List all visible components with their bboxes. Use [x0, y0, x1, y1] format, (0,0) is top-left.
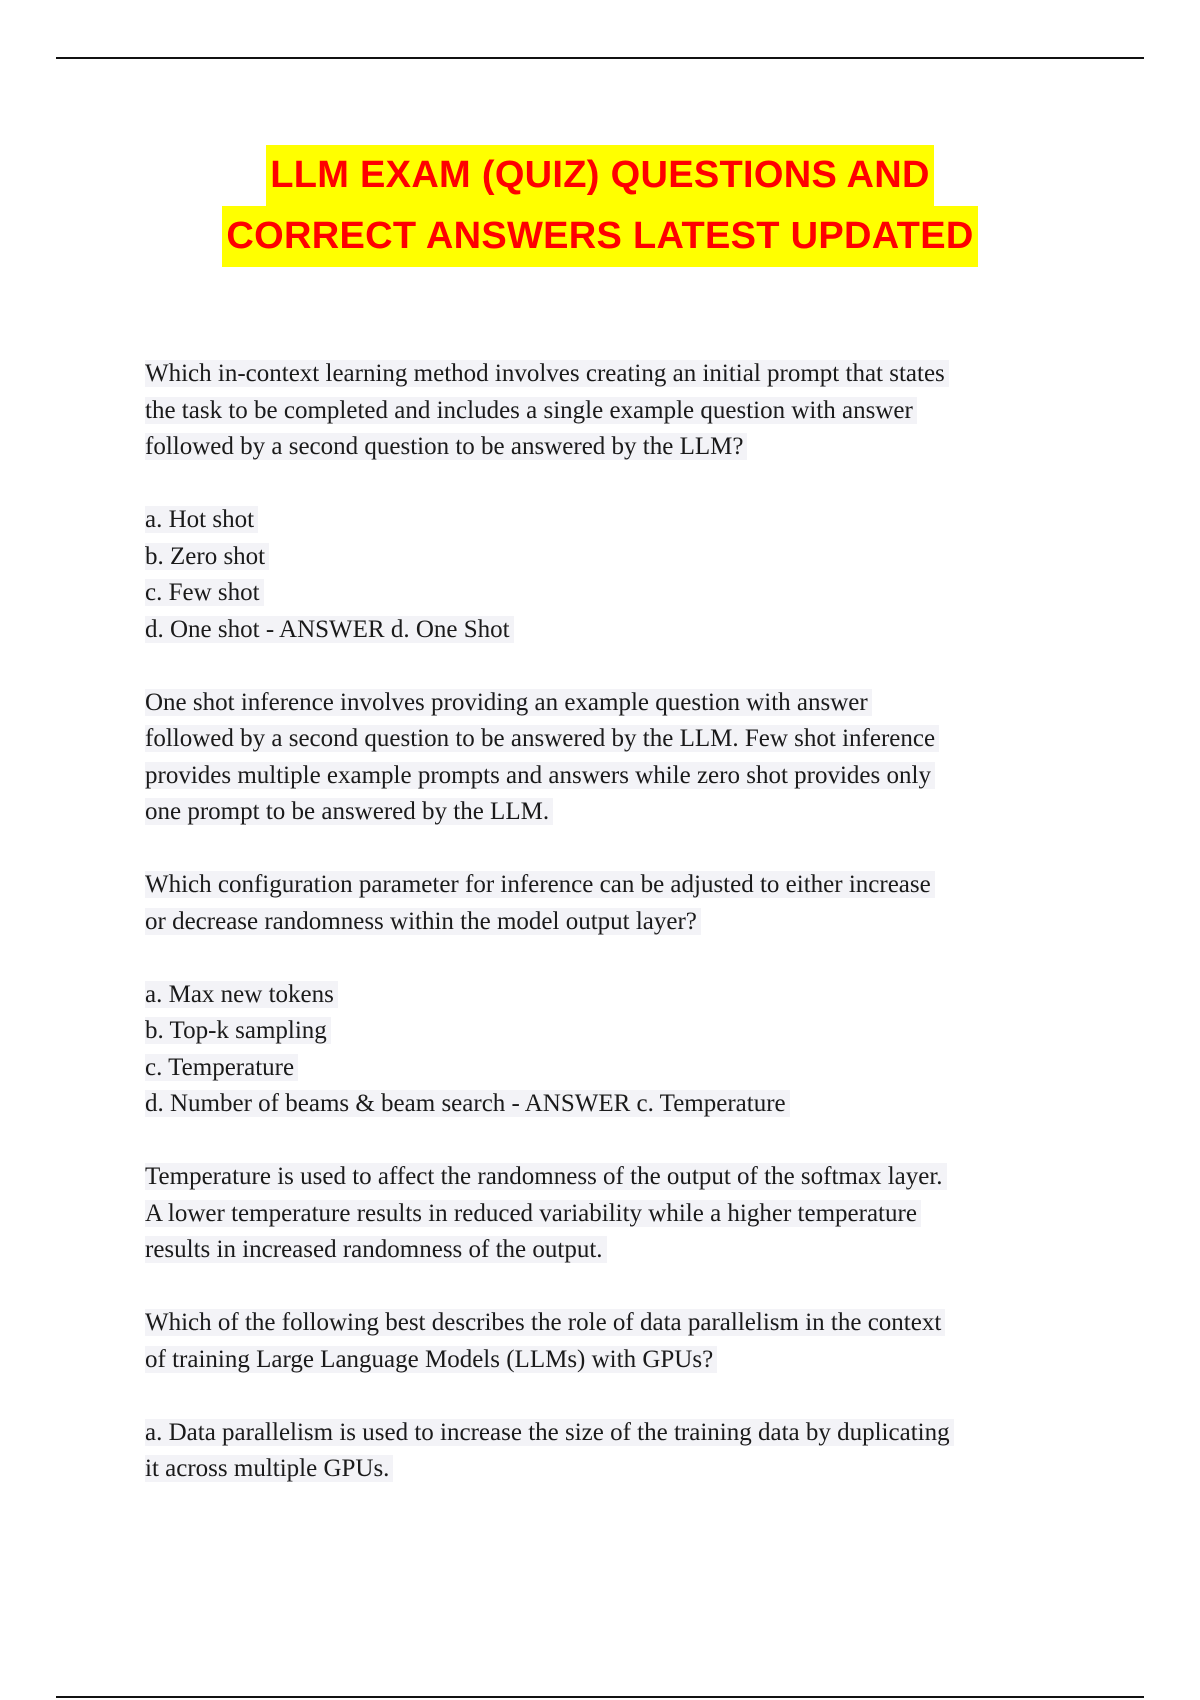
text-line: followed by a second question to be answered by the LLM. Few shot inference — [145, 725, 939, 752]
option-line: it across multiple GPUs. — [145, 1455, 393, 1482]
option-line: a. Hot shot — [145, 506, 258, 533]
text-line: Temperature is used to affect the randomness of the output of the softmax layer. — [145, 1163, 947, 1190]
option-line: c. Temperature — [145, 1054, 298, 1081]
option-line: c. Few shot — [145, 579, 264, 606]
option-line: a. Data parallelism is used to increase the size of the training data by duplicating — [145, 1419, 954, 1446]
question-1 — [145, 356, 1075, 466]
title-line-1: LLM EXAM (QUIZ) QUESTIONS AND — [266, 145, 934, 206]
text-line: results in increased randomness of the output. — [145, 1236, 607, 1263]
option-line: b. Top-k sampling — [145, 1017, 331, 1044]
option-line: b. Zero shot — [145, 543, 269, 570]
text-line: of training Large Language Models (LLMs) with GPUs? — [145, 1346, 717, 1373]
top-rule — [56, 57, 1144, 59]
option-line: a. Max new tokens — [145, 981, 338, 1008]
document-title — [0, 145, 1200, 267]
explanation-1 — [145, 685, 1075, 831]
text-line: Which of the following best describes the role of data parallelism in the context — [145, 1309, 945, 1336]
text-line: one prompt to be answered by the LLM. — [145, 798, 553, 825]
text-line: the task to be completed and includes a single example question with answer — [145, 397, 917, 424]
answer-line: d. One shot - ANSWER d. One Shot — [145, 616, 514, 643]
bottom-rule — [56, 1696, 1144, 1698]
explanation-2 — [145, 1159, 1075, 1269]
text-line: Which configuration parameter for inference can be adjusted to either increase — [145, 871, 935, 898]
options-2 — [145, 977, 1075, 1123]
question-3 — [145, 1305, 1075, 1378]
question-2 — [145, 867, 1075, 940]
options-3 — [145, 1415, 1075, 1488]
options-1 — [145, 502, 1075, 648]
text-line: followed by a second question to be answered by the LLM? — [145, 433, 747, 460]
text-line: One shot inference involves providing an example question with answer — [145, 689, 872, 716]
title-line-2: CORRECT ANSWERS LATEST UPDATED — [222, 206, 977, 267]
text-line: or decrease randomness within the model output layer? — [145, 908, 701, 935]
text-line: Which in-context learning method involves creating an initial prompt that states — [145, 360, 949, 387]
document-body — [145, 356, 1075, 1488]
text-line: provides multiple example prompts and answers while zero shot provides only — [145, 762, 935, 789]
text-line: A lower temperature results in reduced variability while a higher temperature — [145, 1200, 921, 1227]
answer-line: d. Number of beams & beam search - ANSWER c. Temperature — [145, 1090, 790, 1117]
